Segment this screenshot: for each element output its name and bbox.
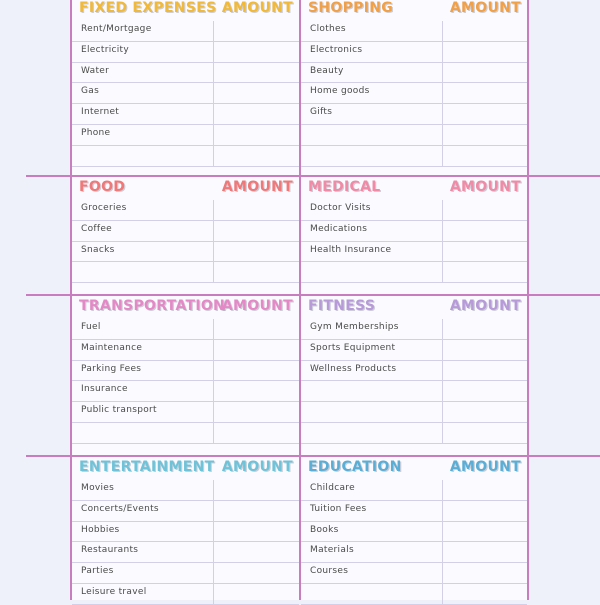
expense-row [72, 402, 299, 423]
expense-row [72, 104, 299, 125]
expense-label: Groceries [81, 203, 127, 213]
expense-row [301, 522, 527, 543]
category-header [301, 298, 527, 319]
expense-row [72, 42, 299, 63]
expense-row [72, 63, 299, 84]
expense-row [72, 146, 299, 167]
amount-cell [213, 221, 214, 241]
amount-cell [213, 319, 214, 339]
expense-label: Internet [81, 107, 120, 118]
expense-row [72, 242, 299, 263]
expense-row [72, 522, 299, 543]
amount-cell [442, 83, 443, 103]
category-header [301, 179, 527, 200]
amount-cell [213, 83, 214, 103]
expense-row [301, 501, 527, 522]
expense-label: Beauty [310, 65, 344, 76]
amount-cell [442, 104, 443, 124]
category-title: FOOD [79, 179, 126, 195]
expense-row [301, 104, 527, 125]
amount-cell [442, 381, 443, 401]
expense-row [301, 563, 527, 584]
expense-label: Tuition Fees [310, 503, 367, 514]
section-divider [26, 175, 600, 177]
category-table [72, 298, 299, 444]
amount-cell [213, 63, 214, 83]
amount-cell [442, 361, 443, 381]
expense-row [301, 480, 527, 501]
expense-row [301, 262, 527, 283]
amount-cell [213, 584, 214, 604]
expense-label: Medications [310, 223, 368, 234]
expense-label: Water [81, 65, 110, 76]
amount-cell [442, 200, 443, 220]
expense-label: Electronics [310, 44, 363, 55]
category-table [72, 0, 299, 167]
amount-cell [442, 319, 443, 339]
category-title: SHOPPING [308, 0, 394, 16]
expense-label: Childcare [310, 483, 355, 493]
expense-label: Gifts [310, 107, 333, 118]
expense-row [72, 361, 299, 382]
expense-label: Rent/Mortgage [81, 24, 152, 34]
expense-row [301, 83, 527, 104]
category-header [72, 0, 299, 21]
expense-row [72, 21, 299, 42]
expense-label: Parking Fees [81, 363, 142, 374]
expense-row [301, 340, 527, 361]
expense-label: Clothes [310, 24, 346, 34]
expense-row [301, 42, 527, 63]
expense-label: Fuel [81, 322, 101, 332]
category-header [72, 459, 299, 480]
expense-label: Materials [310, 545, 354, 556]
expense-row [72, 83, 299, 104]
category-header [72, 179, 299, 200]
expense-label: Movies [81, 483, 115, 493]
expense-row [301, 21, 527, 42]
expense-label: Insurance [81, 384, 128, 395]
expense-label: Gas [81, 86, 100, 97]
expense-row [301, 423, 527, 444]
category-table [301, 0, 527, 167]
category-table [72, 459, 299, 605]
amount-cell [213, 262, 214, 282]
expense-row [72, 584, 299, 605]
expense-label: Public transport [81, 405, 157, 416]
expense-label: Coffee [81, 223, 113, 234]
expense-row [301, 242, 527, 263]
expense-row [301, 63, 527, 84]
expense-label: Maintenance [81, 342, 143, 353]
category-table [301, 459, 527, 605]
category-title: ENTERTAINMENT [79, 459, 215, 475]
expense-label: Health Insurance [310, 244, 392, 255]
expense-row [72, 381, 299, 402]
category-header [301, 459, 527, 480]
amount-header: AMOUNT [449, 0, 521, 16]
amount-cell [442, 480, 443, 500]
expense-row [301, 319, 527, 340]
category-title: EDUCATION [308, 459, 402, 475]
expense-row [72, 221, 299, 242]
expense-row [301, 200, 527, 221]
amount-cell [442, 423, 443, 443]
expense-row [301, 584, 527, 605]
expense-row [301, 361, 527, 382]
expense-label: Books [310, 524, 339, 535]
amount-cell [213, 242, 214, 262]
amount-cell [442, 542, 443, 562]
amount-cell [213, 522, 214, 542]
expense-row [72, 319, 299, 340]
category-header [301, 0, 527, 21]
amount-cell [213, 423, 214, 443]
amount-cell [213, 21, 214, 41]
amount-cell [213, 501, 214, 521]
amount-header: AMOUNT [449, 459, 521, 475]
amount-cell [442, 262, 443, 282]
amount-cell [442, 146, 443, 166]
amount-cell [213, 200, 214, 220]
amount-cell [213, 340, 214, 360]
expense-label: Leisure travel [81, 586, 147, 597]
category-table [301, 179, 527, 283]
category-title: MEDICAL [308, 179, 381, 195]
expense-row [301, 381, 527, 402]
amount-cell [442, 125, 443, 145]
expense-row [72, 480, 299, 501]
amount-cell [442, 21, 443, 41]
amount-cell [442, 522, 443, 542]
amount-cell [442, 242, 443, 262]
amount-cell [442, 42, 443, 62]
expense-row [72, 125, 299, 146]
amount-header: AMOUNT [221, 298, 293, 314]
amount-header: AMOUNT [449, 298, 521, 314]
amount-header: AMOUNT [221, 459, 293, 475]
expense-row [301, 146, 527, 167]
amount-cell [213, 563, 214, 583]
amount-cell [442, 340, 443, 360]
section-divider [26, 294, 600, 296]
expense-row [72, 340, 299, 361]
amount-cell [213, 542, 214, 562]
expense-label: Restaurants [81, 545, 139, 556]
amount-cell [213, 480, 214, 500]
category-title: FIXED EXPENSES [79, 0, 217, 16]
amount-cell [213, 361, 214, 381]
expense-row [301, 542, 527, 563]
expense-label: Courses [310, 566, 349, 577]
expense-label: Wellness Products [310, 363, 397, 374]
amount-cell [213, 104, 214, 124]
amount-cell [442, 584, 443, 604]
expense-label: Home goods [310, 86, 370, 97]
expense-row [72, 501, 299, 522]
amount-cell [442, 221, 443, 241]
amount-cell [213, 125, 214, 145]
expense-row [72, 200, 299, 221]
expense-row [301, 402, 527, 423]
expense-label: Snacks [81, 244, 115, 255]
expense-label: Gym Memberships [310, 322, 399, 332]
amount-cell [213, 381, 214, 401]
expense-row [301, 221, 527, 242]
amount-cell [213, 402, 214, 422]
expense-row [301, 125, 527, 146]
expense-row [72, 563, 299, 584]
amount-header: AMOUNT [221, 0, 293, 16]
amount-cell [213, 146, 214, 166]
expense-label: Parties [81, 566, 114, 577]
expense-row [72, 423, 299, 444]
amount-cell [442, 63, 443, 83]
amount-cell [442, 563, 443, 583]
expense-label: Doctor Visits [310, 203, 371, 213]
expense-label: Sports Equipment [310, 342, 396, 353]
expense-label: Phone [81, 127, 111, 138]
expense-label: Electricity [81, 44, 130, 55]
expense-label: Hobbies [81, 524, 120, 535]
expense-row [72, 262, 299, 283]
amount-cell [442, 501, 443, 521]
expense-row [72, 542, 299, 563]
amount-cell [213, 42, 214, 62]
category-table [301, 298, 527, 444]
category-title: TRANSPORTATION [79, 298, 226, 314]
section-divider [26, 455, 600, 457]
category-header [72, 298, 299, 319]
amount-cell [442, 402, 443, 422]
category-table [72, 179, 299, 283]
expense-label: Concerts/Events [81, 503, 159, 514]
category-title: FITNESS [308, 298, 376, 314]
amount-header: AMOUNT [449, 179, 521, 195]
amount-header: AMOUNT [221, 179, 293, 195]
